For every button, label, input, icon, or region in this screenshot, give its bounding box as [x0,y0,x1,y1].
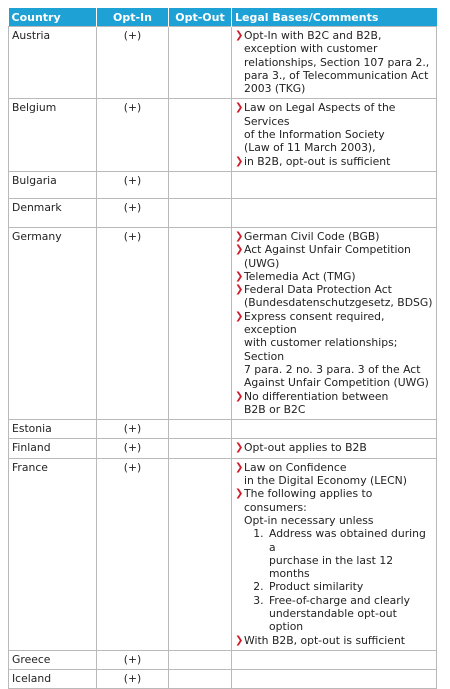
comment-bullet [235,155,433,168]
list-item-line: 1. Address was obtained during a [269,527,426,554]
comment-lines [244,310,433,390]
legal-bases-cell [232,27,437,99]
chevron-right-icon: ❯ [235,442,244,454]
comment-lines [244,634,405,647]
chevron-right-icon: ❯ [235,270,244,282]
comment-bullet [235,270,433,283]
country-cell: Denmark [9,198,97,227]
comment-line: of the Information Society [244,128,385,142]
comment-bullet [235,487,433,514]
opt-out-cell [169,227,232,419]
list-item [267,580,433,593]
comment-lines [244,441,367,454]
list-item [267,527,433,580]
comment-lines [244,29,429,95]
legal-bases-cell [232,670,437,689]
comment-lines [244,283,432,310]
comment-line: Law on Legal Aspects of the Services [244,101,396,128]
comment-bullet [235,310,433,390]
opt-in-cell: (+) [97,27,169,99]
comment-line: para 3., of Telecommunication Act [244,68,429,82]
table-row [9,99,437,171]
comment-line: No differentiation between [244,389,389,403]
comment-bullet [235,634,433,647]
comment-line: Opt-In with B2C and B2B, [244,29,382,42]
opt-in-cell: (+) [97,227,169,419]
chevron-right-icon: ❯ [235,284,244,296]
opt-out-cell [169,171,232,198]
chevron-right-icon: ❯ [235,310,244,322]
list-item [267,594,433,634]
list-item-line: purchase in the last 12 months [269,553,394,581]
opt-in-cell: (+) [97,670,169,689]
chevron-right-icon: ❯ [235,634,244,646]
comment-line: 7 para. 2 no. 3 para. 3 of the Act [244,362,421,376]
opt-in-cell: (+) [97,439,169,458]
opt-out-cell [169,458,232,650]
opt-in-cell: (+) [97,650,169,669]
legal-bases-cell [232,439,437,458]
header-country: Country [9,8,97,27]
table-row [9,27,437,99]
opt-out-cell [169,198,232,227]
chevron-right-icon: ❯ [235,488,244,500]
country-cell: Finland [9,439,97,458]
regulation-table-container [8,8,436,689]
comment-line: Federal Data Protection Act [244,283,392,297]
comment-line: exception with customer [244,42,378,56]
country-cell: Estonia [9,420,97,439]
regulation-table [8,8,437,689]
comment-line: Telemedia Act (TMG) [244,269,356,283]
chevron-right-icon: ❯ [235,30,244,41]
chevron-right-icon: ❯ [235,390,244,402]
numbered-list [235,527,433,633]
comment-lines [244,390,388,417]
chevron-right-icon: ❯ [235,155,244,167]
legal-bases-cell [232,420,437,439]
table-row [9,198,437,227]
comment-lines [244,514,433,527]
country-cell: Austria [9,27,97,99]
header-opt-out: Opt-Out [169,8,232,27]
comment-text [235,514,433,527]
opt-out-cell [169,99,232,171]
opt-out-cell [169,27,232,99]
chevron-right-icon: ❯ [235,230,244,242]
comment-bullet [235,461,433,488]
opt-in-cell: (+) [97,171,169,198]
table-header-row [9,8,437,27]
opt-out-cell [169,420,232,439]
comment-lines [244,155,390,168]
comment-line: relationships, Section 107 para 2., [244,55,430,69]
comment-bullet [235,441,433,454]
comment-lines [244,230,380,243]
comment-line: (Law of 11 March 2003), [244,141,376,155]
table-body [9,27,437,689]
country-cell: Bulgaria [9,171,97,198]
chevron-right-icon: ❯ [235,461,244,473]
comment-line: Act Against Unfair Competition [244,243,411,257]
opt-in-cell: (+) [97,99,169,171]
legal-bases-cell [232,650,437,669]
legal-bases-cell [232,171,437,198]
legal-bases-cell [232,198,437,227]
country-cell: Germany [9,227,97,419]
comment-line: B2B or B2C [244,402,306,416]
comment-line: 2003 (TKG) [244,82,306,96]
comment-line: Law on Confidence [244,460,347,474]
header-opt-in: Opt-In [97,8,169,27]
comment-bullet [235,390,433,417]
comment-lines [244,270,356,283]
comment-line: Opt-in necessary unless [244,513,374,527]
comment-line: in B2B, opt-out is sufficient [244,154,391,168]
comment-line: Express consent required, exception [244,309,385,337]
comment-line: Opt-out applies to B2B [244,441,367,455]
list-item-line: 2. Product similarity [269,580,364,594]
comment-line: (Bundesdatenschutzgesetz, BDSG) [244,296,433,310]
comment-lines [244,487,433,514]
table-row [9,670,437,689]
table-row [9,420,437,439]
comment-line: German Civil Code (BGB) [244,229,380,243]
country-cell: Iceland [9,670,97,689]
chevron-right-icon: ❯ [235,102,244,114]
comment-line: with customer relationships; Section [244,336,398,363]
opt-out-cell [169,439,232,458]
header-legal-bases: Legal Bases/Comments [232,8,437,27]
comment-bullet [235,283,433,310]
table-row [9,227,437,419]
comment-bullet [235,101,433,154]
comment-line: in the Digital Economy (LECN) [244,474,407,488]
table-row [9,650,437,669]
comment-bullet [235,230,433,243]
comment-lines [244,243,411,270]
country-cell: Belgium [9,99,97,171]
table-row [9,458,437,650]
list-item-line: understandable opt-out option [269,606,397,634]
opt-out-cell [169,650,232,669]
legal-bases-cell [232,99,437,171]
comment-line: (UWG) [244,256,280,270]
legal-bases-cell [232,458,437,650]
opt-in-cell: (+) [97,198,169,227]
table-row [9,171,437,198]
opt-in-cell: (+) [97,420,169,439]
opt-in-cell: (+) [97,458,169,650]
list-item-line: 3. Free-of-charge and clearly [269,593,411,607]
comment-lines [244,101,433,154]
comment-bullet [235,29,433,95]
table-row [9,439,437,458]
opt-out-cell [169,670,232,689]
comment-bullet [235,243,433,270]
legal-bases-cell [232,227,437,419]
comment-line: Against Unfair Competition (UWG) [244,376,429,390]
country-cell: Greece [9,650,97,669]
comment-lines [244,461,407,488]
chevron-right-icon: ❯ [235,244,244,256]
country-cell: France [9,458,97,650]
comment-line: The following applies to consumers: [244,487,373,514]
comment-line: With B2B, opt-out is sufficient [244,633,406,647]
